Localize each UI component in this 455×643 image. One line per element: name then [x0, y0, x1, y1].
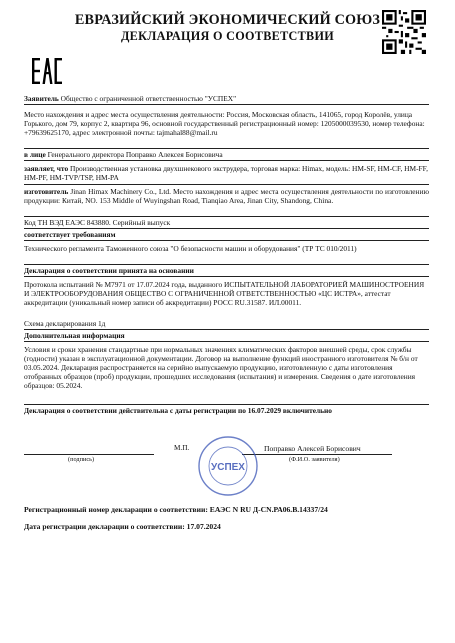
declares-text: Производственная установка двухшнекового экструдера, торговая марка: Himax, модель: HM-SF, HM-CF, HM-FF, HM-PF, HM-TVP/TSP, HM-PA	[24, 164, 429, 183]
divider	[24, 104, 429, 105]
declares-label: заявляет, что	[24, 164, 69, 173]
manufacturer-label: изготовитель	[24, 187, 69, 196]
divider	[24, 276, 429, 277]
basis-label-text: Декларация о соответствии принята на основании	[24, 266, 194, 275]
divider	[24, 160, 429, 161]
in-person-value: Генерального директора Поправко Алексея Борисовича	[47, 150, 223, 159]
signature-line	[24, 454, 154, 455]
divider	[24, 216, 429, 217]
company-stamp	[196, 434, 260, 498]
fio-caption: (Ф.И.О. заявителя)	[289, 456, 340, 463]
additional-label	[24, 331, 429, 340]
eac-logo	[32, 58, 62, 84]
applicant-address: Место нахождения и адрес места осуществления деятельности: Россия, Московская область, 141065, город Королёв, улица Горького, дом 79, корпус 2, квартира 96, основной государственный регистрационный номер: 1205000039530, номер телефона: +79639625170, адрес электронной почты: tajmahal88@mail.ru	[24, 110, 425, 138]
tn-ved-code: Код ТН ВЭД ЕАЭС 843880. Серийный выпуск	[24, 218, 171, 227]
in-person-line	[24, 150, 429, 159]
divider	[24, 341, 429, 342]
scheme-text: Схема декларирования 1д	[24, 319, 106, 328]
applicant-label: Заявитель	[24, 94, 59, 103]
additional-label-text: Дополнительная информация	[24, 331, 125, 340]
divider	[24, 404, 429, 405]
conforms-label	[24, 230, 429, 239]
declares-block	[24, 164, 429, 182]
signer-name: Поправко Алексей Борисович	[264, 444, 361, 453]
registration-number: Регистрационный номер декларации о соответствии: ЕАЭС N RU Д-CN.РА06.В.14337/24	[24, 505, 328, 514]
validity-text: Декларация о соответствии действительна с даты регистрации по 16.07.2029 включительно	[24, 406, 332, 415]
basis-text: Протокола испытаний № М7971 от 17.07.2024 года, выданного ИСПЫТАТЕЛЬНОЙ ЛАБОРАТОРИЕЙ МАШИНОСТРОЕНИЯ И ЭЛЕКТРООБОРУДОВАНИЯ ОБЩЕСТВО С ОГРАНИЧЕННОЙ ОТВЕТСТВЕННОСТЬЮ «ЦС ИСТРА», аттестат аккредитации (уникальный номер записи об аккредитации) РОСС RU.31587. ИЛ.00011.	[24, 280, 425, 308]
header-union: ЕВРАЗИЙСКИЙ ЭКОНОМИЧЕСКИЙ СОЮЗ	[74, 12, 381, 28]
in-person-label: в лице	[24, 150, 46, 159]
validity-line	[24, 406, 429, 415]
registration-date: Дата регистрации декларации о соответствии: 17.07.2024	[24, 522, 221, 531]
divider	[24, 264, 429, 265]
manufacturer-text: Jinan Himax Machinery Co., Ltd. Место нахождения и адрес места осуществления деятельности по изготовлению продукции: Китай, NO. 153 Middle of Wuyingshan Road, Tianqiao Area, Jinan City, Shandong, China.	[24, 187, 429, 206]
stamp-text: УСПЕХ	[211, 462, 245, 473]
divider	[24, 228, 429, 229]
fio-line	[242, 454, 392, 455]
regulation-text: Технического регламента Таможенного союза "О безопасности машин и оборудования" (ТР ТС 010/2011)	[24, 244, 357, 253]
divider	[24, 184, 429, 185]
signature-caption: (подпись)	[68, 456, 95, 463]
header-title: ДЕКЛАРАЦИЯ О СООТВЕТСТВИИ	[120, 29, 335, 43]
applicant-line	[24, 94, 429, 103]
qr-code-icon	[382, 10, 426, 54]
additional-text: Условия и сроки хранения стандартные при нормальных значениях климатических факторов внешней среды, срок службы (годности) указан в эксплуатационной документации. Договор на выполнение функций иностранного изготовителя № б/н от 03.05.2024. Декларация распространяется на серийно выпускаемую продукцию, изготовленную с даты изготовления отобранных образцов (проб) продукции, прошедших исследования (испытания) и измерения. Сведения о дате изготовления образцов: 05.2024.	[24, 345, 418, 391]
mp-label: М.П.	[174, 444, 190, 452]
applicant-name: Общество с ограниченной ответственностью "УСПЕХ"	[60, 94, 237, 103]
conforms-label-text: соответствует требованиям	[24, 230, 116, 239]
basis-label	[24, 266, 429, 275]
divider	[24, 240, 429, 241]
divider	[24, 148, 429, 149]
manufacturer-block	[24, 187, 429, 205]
divider	[24, 329, 429, 330]
